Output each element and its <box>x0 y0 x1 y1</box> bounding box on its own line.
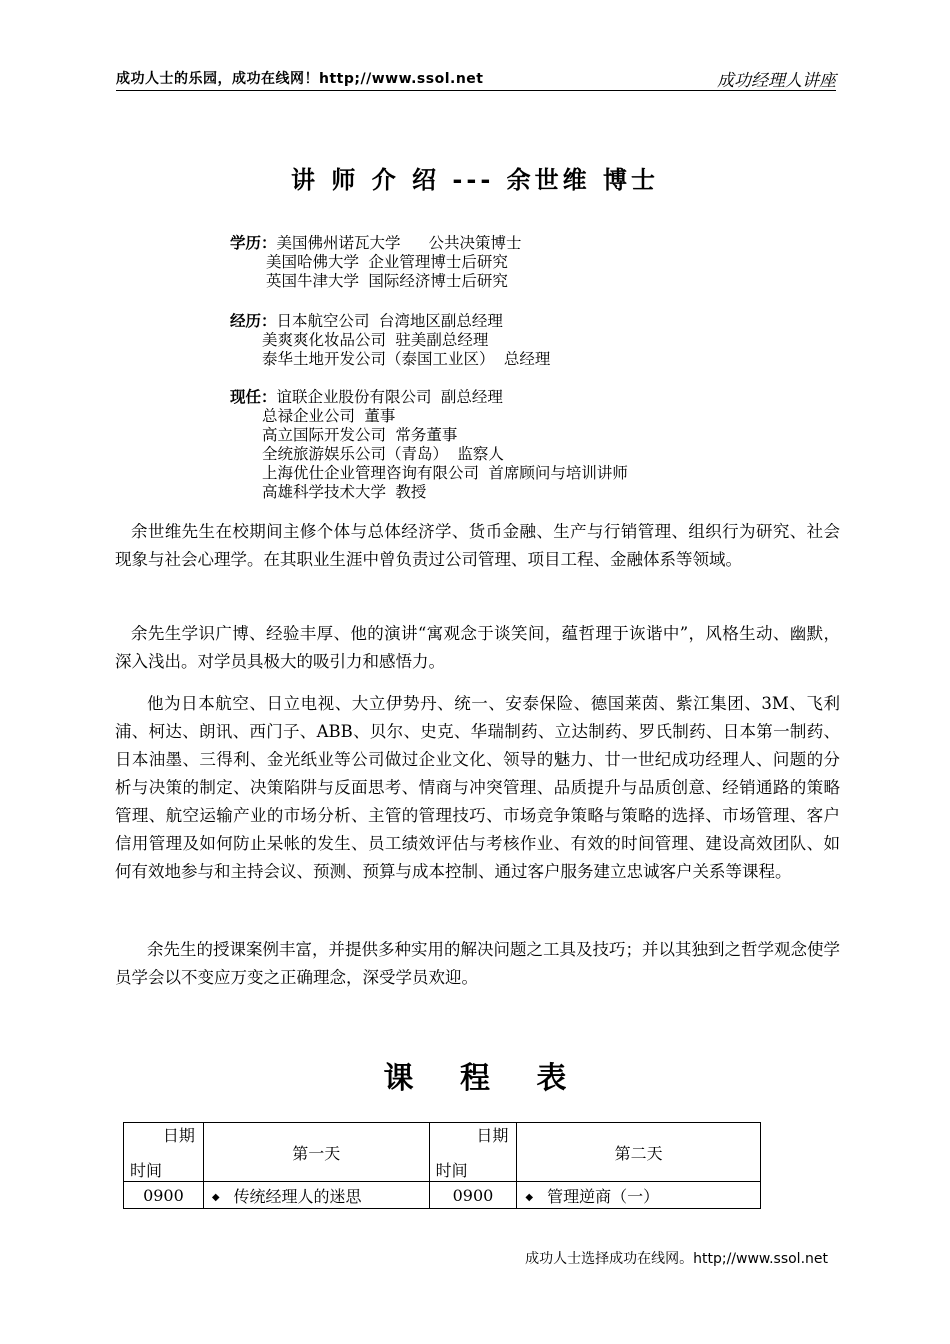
current-line-3 <box>230 426 628 445</box>
page-title: 讲 师 介 绍 --- 余世维 博士 <box>290 166 659 194</box>
time-label: 时间 <box>130 1161 163 1180</box>
table-row <box>124 1182 761 1209</box>
day1-topic-cell <box>203 1182 429 1209</box>
header-site-slogan: 成功人士的乐园，成功在线网！http;//www.ssol.net <box>116 71 484 87</box>
day2-header: 第二天 <box>517 1123 761 1182</box>
time-label: 时间 <box>435 1161 468 1180</box>
education-item: 美国哈佛大学 企业管理博士后研究 <box>266 253 508 271</box>
bio-paragraph-2: 余先生学识广博、经验丰厚、他的演讲“寓观念于谈笑间，蕴哲理于诙谐中”，风格生动、幽默，深入浅出。对学员具极大的吸引力和感悟力。 <box>115 624 840 671</box>
current-line-4 <box>230 445 628 464</box>
day1-topic: 传统经理人的迷思 <box>233 1186 362 1206</box>
schedule-header-row <box>124 1123 761 1182</box>
current-item: 上海优仕企业管理咨询有限公司 首席顾问与培训讲师 <box>262 464 628 482</box>
day1-time-cell: 0900 <box>124 1182 204 1209</box>
current-item: 谊联企业股份有限公司 副总经理 <box>276 388 503 406</box>
education-item: 美国佛州诺瓦大学 公共决策博士 <box>276 234 522 252</box>
education-label: 学历： <box>230 234 277 252</box>
current-positions-section <box>230 388 628 502</box>
date-time-header-day2 <box>429 1123 517 1182</box>
date-time-header-day1 <box>124 1123 204 1182</box>
education-line-3 <box>230 272 522 291</box>
education-section <box>230 234 522 291</box>
experience-line-1 <box>230 312 550 331</box>
current-item: 总禄企业公司 董事 <box>262 407 396 425</box>
header-series-title: 成功经理人讲座 <box>717 71 836 91</box>
experience-item: 美爽爽化妆品公司 驻美副总经理 <box>262 331 489 349</box>
current-line-5 <box>230 464 628 483</box>
experience-item: 日本航空公司 台湾地区副总经理 <box>276 312 503 330</box>
page-header <box>116 66 836 91</box>
education-item: 英国牛津大学 国际经济博士后研究 <box>266 272 508 290</box>
day2-time-cell: 0900 <box>429 1182 517 1209</box>
experience-item: 泰华土地开发公司（泰国工业区） 总经理 <box>262 350 551 368</box>
experience-label: 经历： <box>230 312 277 330</box>
page-footer: 成功人士选择成功在线网。http;//www.ssol.net <box>525 1251 828 1267</box>
bio-paragraph-4: 余先生的授课案例丰富，并提供多种实用的解决问题之工具及技巧；并以其独到之哲学观念使学员学会以不变应万变之正确理念，深受学员欢迎。 <box>115 940 840 987</box>
diamond-bullet-icon: ◆ <box>525 1191 534 1203</box>
schedule-title: 课 程 表 <box>383 1061 585 1096</box>
education-line-2 <box>230 253 522 272</box>
day2-topic: 管理逆商（一） <box>547 1186 660 1206</box>
current-item: 高立国际开发公司 常务董事 <box>262 426 458 444</box>
current-item: 全统旅游娱乐公司（青岛） 监察人 <box>262 445 504 463</box>
date-label: 日期 <box>162 1126 195 1145</box>
date-label: 日期 <box>476 1126 509 1145</box>
experience-line-2 <box>230 331 550 350</box>
day1-header: 第一天 <box>203 1123 429 1182</box>
current-line-2 <box>230 407 628 426</box>
experience-line-3 <box>230 350 550 369</box>
diamond-bullet-icon: ◆ <box>211 1191 220 1203</box>
current-line-1 <box>230 388 628 407</box>
education-line-1 <box>230 234 522 253</box>
current-line-6 <box>230 483 628 502</box>
current-item: 高雄科学技术大学 教授 <box>262 483 427 501</box>
current-label: 现任： <box>230 388 277 406</box>
day2-topic-cell <box>517 1182 761 1209</box>
experience-section <box>230 312 550 369</box>
bio-paragraph-1: 余世维先生在校期间主修个体与总体经济学、货币金融、生产与行销管理、组织行为研究、社会现象与社会心理学。在其职业生涯中曾负责过公司管理、项目工程、金融体系等领域。 <box>115 522 840 569</box>
schedule-table <box>123 1122 761 1209</box>
bio-paragraph-3: 他为日本航空、日立电视、大立伊势丹、统一、安泰保险、德国莱茵、紫江集团、3M、飞利浦、柯达、朗讯、西门子、ABB、贝尔、史克、华瑞制药、立达制药、罗氏制药、日本第一制药、日本油墨、三得利、金光纸业等公司做过企业文化、领导的魅力、廿一世纪成功经理人、问题的分析与决策的制定、决策陷阱与反面思考、情商与冲突管理、品质提升与品质创意、经销通路的策略管理、航空运输产业的市场分析、主管的管理技巧、市场竞争策略与策略的选择、市场管理、客户信用管理及如何防止呆帐的发生、员工绩效评估与考核作业、有效的时间管理、建设高效团队、如何有效地参与和主持会议、预测、预算与成本控制、通过客户服务建立忠诚客户关系等课程。 <box>115 694 840 881</box>
